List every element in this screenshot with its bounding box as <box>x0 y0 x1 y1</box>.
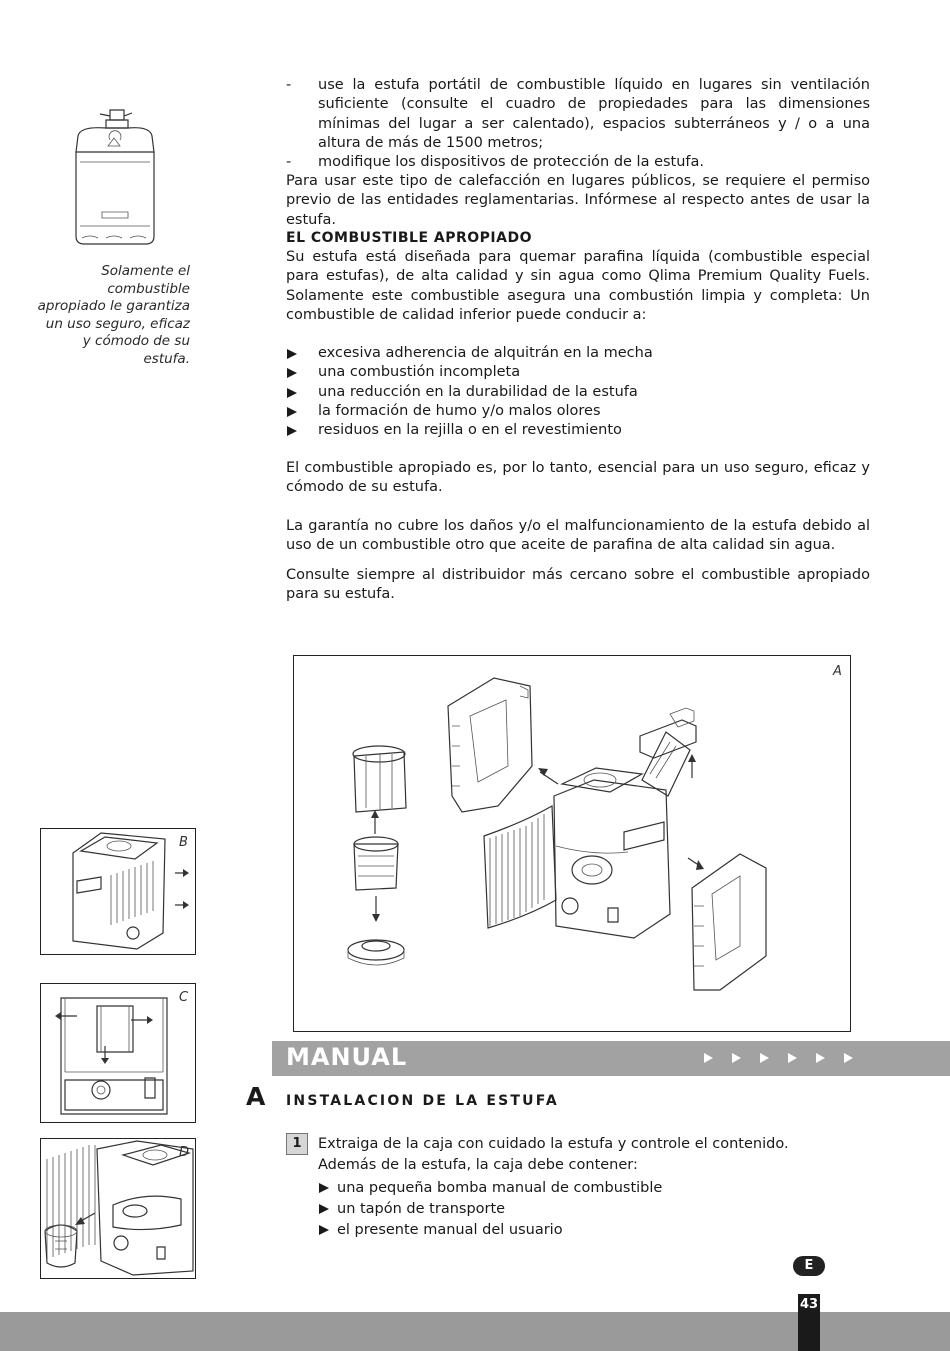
figure-a-label: A <box>833 664 842 679</box>
consult-paragraph: Consulte siempre al distribuidor más cercano sobre el combustible apropiado para su estufa. <box>286 567 870 603</box>
list-item <box>286 363 870 382</box>
bullet-triangle-icon <box>287 407 297 417</box>
warning-text: modifique los dispositivos de protección de la estufa. <box>318 154 705 171</box>
heater-body-icon <box>554 732 690 938</box>
list-item-text: una combustión incompleta <box>318 364 521 381</box>
right-side-panel-icon <box>688 854 766 990</box>
fuel-intro-paragraph: Su estufa está diseñada para quemar parafina líquida (combustible especial para estufas), de alta calidad y sin agua como Qlima Premium Quality Fuels. Solamente este combustible asegura una combustión limpia y completa: Un combustible de calidad inferior puede conducir a: <box>286 249 870 323</box>
list-item <box>318 1199 818 1220</box>
left-side-panel-icon <box>448 678 558 812</box>
bullet-triangle-icon <box>287 426 297 436</box>
installation-heading: INSTALACION DE LA ESTUFA <box>286 1093 559 1109</box>
arrow-right-icon <box>844 1053 853 1063</box>
figure-c-label: C <box>179 990 189 1005</box>
warning-item <box>286 153 870 172</box>
chimney-removal-illustration <box>41 984 195 1122</box>
manual-section-bar <box>272 1041 950 1076</box>
arrow-right-icon <box>704 1053 713 1063</box>
bullet-triangle-icon <box>287 388 297 398</box>
burner-parts-icon <box>348 746 406 965</box>
fuel-container-illustration <box>70 106 160 250</box>
dash-mark: - <box>286 77 292 93</box>
list-item-text: residuos en la rejilla o en el revestimiento <box>318 422 622 439</box>
figure-b-label: B <box>179 835 188 850</box>
list-item <box>286 344 870 363</box>
list-item <box>286 402 870 421</box>
heater-exploded-diagram <box>294 656 850 1031</box>
list-item-text: excesiva adherencia de alquitrán en la mecha <box>318 345 653 361</box>
warranty-paragraph: La garantía no cubre los daños y/o el malfuncionamiento de la estufa debido al uso de un combustible otro que aceite de parafina de alta calidad sin agua. <box>286 518 870 554</box>
box-contents-list <box>318 1178 818 1241</box>
list-item <box>318 1178 818 1199</box>
list-item-text: una reducción en la durabilidad de la estufa <box>318 383 638 400</box>
language-badge: E <box>793 1256 825 1276</box>
dash-mark: - <box>286 154 292 171</box>
bullet-triangle-icon <box>319 1183 329 1193</box>
public-use-paragraph: Para usar este tipo de calefacción en lugares públicos, se requiere el permiso previo de las entidades reglamentarias. Infórmese al respecto antes de usar la estufa. <box>286 173 870 228</box>
essential-paragraph: El combustible apropiado es, por lo tanto, esencial para un uso seguro, eficaz y cómodo de su estufa. <box>286 460 870 496</box>
step-line-2: Además de la estufa, la caja debe contener: <box>318 1157 638 1173</box>
heater-grille-icon <box>484 806 556 928</box>
list-item-text: una pequeña bomba manual de combustible <box>337 1180 663 1196</box>
arrow-right-icon <box>788 1053 797 1063</box>
step-number-badge: 1 <box>286 1133 308 1155</box>
figure-d-frame <box>40 1138 196 1279</box>
list-item <box>318 1220 818 1241</box>
burner-removal-illustration <box>41 1139 195 1278</box>
section-letter: A <box>246 1082 266 1111</box>
list-item-text: un tapón de transporte <box>337 1201 506 1217</box>
bullet-triangle-icon <box>319 1225 329 1235</box>
bullet-triangle-icon <box>287 349 297 359</box>
figure-c-frame <box>40 983 196 1123</box>
manual-title: MANUAL <box>286 1043 408 1071</box>
arrow-right-icon <box>760 1053 769 1063</box>
fuel-heading: EL COMBUSTIBLE APROPIADO <box>286 230 532 246</box>
list-item <box>286 421 870 440</box>
figure-a-frame <box>293 655 851 1032</box>
figure-b-frame <box>40 828 196 955</box>
section-arrows <box>704 1053 853 1063</box>
page-number: 43 <box>798 1294 820 1351</box>
warning-text: use la estufa portátil de combustible líquido en lugares sin ventilación suficiente (consulte el cuadro de propiedades para las dimensiones mínimas del lugar a ser calentado), espacios subterráneos y / o a una altura de más de 1500 metros; <box>318 77 870 151</box>
figure-d-label: D <box>179 1145 190 1160</box>
warning-item <box>286 76 870 153</box>
list-item-text: la formación de humo y/o malos olores <box>318 402 601 419</box>
fuel-consequences-list <box>286 344 870 440</box>
fuel-caption: Solamente el combustible apropiado le garantiza un uso seguro, eficaz y cómodo de su estufa. <box>37 263 190 367</box>
grille-removal-illustration <box>41 829 195 954</box>
arrow-right-icon <box>816 1053 825 1063</box>
step-line-1: Extraiga de la caja con cuidado la estufa y controle el contenido. <box>318 1136 789 1152</box>
arrow-right-icon <box>732 1053 741 1063</box>
bullet-triangle-icon <box>319 1204 329 1214</box>
list-item-text: el presente manual del usuario <box>337 1222 563 1238</box>
bullet-triangle-icon <box>287 368 297 378</box>
list-item <box>286 383 870 402</box>
warning-list <box>286 76 870 172</box>
